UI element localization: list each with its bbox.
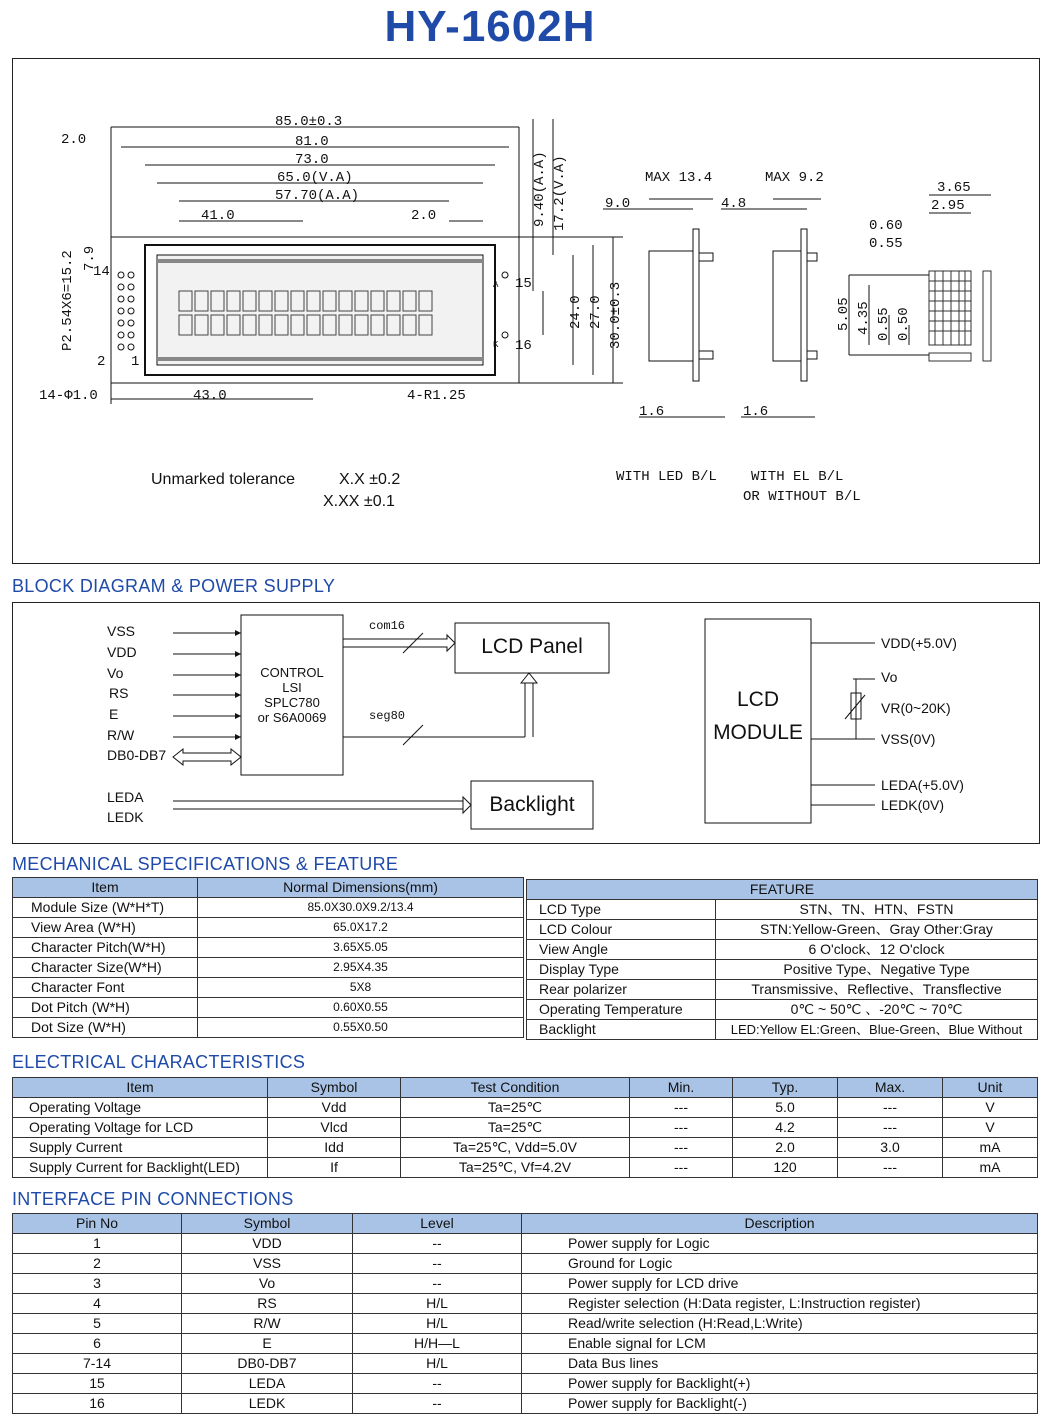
- pin-a-label: A: [493, 280, 499, 290]
- table-row: [527, 960, 1038, 980]
- table-row: [13, 1274, 1038, 1294]
- radius-spec: 4-R1.25: [407, 388, 466, 404]
- table-row: [13, 938, 524, 958]
- pin-15-label: 15: [515, 276, 532, 292]
- com16-label: com16: [369, 619, 406, 633]
- value-cell: 3.65X5.05: [198, 938, 524, 958]
- lcd-module-line-2: MODULE: [713, 721, 803, 744]
- table-row: [13, 1374, 1038, 1394]
- pin-16-label: 16: [515, 338, 532, 354]
- header-typ: Typ.: [733, 1078, 838, 1098]
- led-backlight-note: WITH LED B/L: [616, 469, 717, 485]
- table-row: [527, 920, 1038, 940]
- unit-cell: V: [943, 1098, 1038, 1118]
- level-cell: --: [353, 1274, 522, 1294]
- holes-spec: 14-Φ1.0: [39, 388, 98, 404]
- dim-4-35: 4.35: [856, 301, 872, 335]
- dim-24: 24.0: [568, 295, 584, 329]
- table-row: [527, 1000, 1038, 1020]
- min-cell: ---: [630, 1158, 733, 1178]
- item-cell: Character Size(W*H): [13, 958, 198, 978]
- dim-85: 85.0±0.3: [275, 114, 343, 130]
- level-cell: --: [353, 1234, 522, 1254]
- max-cell: ---: [838, 1098, 943, 1118]
- typ-cell: 5.0: [733, 1098, 838, 1118]
- dot-matrix-grid: [929, 271, 991, 361]
- supply-ledk: LEDK(0V): [881, 797, 945, 813]
- min-cell: ---: [630, 1098, 733, 1118]
- control-line-1: CONTROL: [260, 665, 324, 680]
- table-row: [527, 1020, 1038, 1040]
- header-min: Min.: [630, 1078, 733, 1098]
- dim-2-right: 2.0: [411, 208, 437, 224]
- pin-label-ledk: LEDK: [107, 809, 144, 825]
- feature-value: STN:Yellow-Green、Gray Other:Gray: [716, 920, 1038, 940]
- pin-label-db: DB0-DB7: [107, 747, 167, 763]
- description-cell: Read/write selection (H:Read,L:Write): [522, 1314, 1038, 1334]
- table-row: [13, 1234, 1038, 1254]
- control-line-4: or S6A0069: [257, 710, 327, 725]
- control-line-3: SPLC780: [264, 695, 320, 710]
- feature-table: [526, 879, 1038, 1040]
- feature-name: LCD Type: [527, 900, 716, 920]
- table-row: [13, 1098, 1038, 1118]
- feature-name: View Angle: [527, 940, 716, 960]
- feature-value: LED:Yellow EL:Green、Blue-Green、Blue Without: [716, 1020, 1038, 1040]
- unit-cell: mA: [943, 1158, 1038, 1178]
- item-cell: Dot Size (W*H): [13, 1018, 198, 1038]
- header-condition: Test Condition: [401, 1078, 630, 1098]
- dim-17-2: 17.2(V.A): [552, 155, 568, 231]
- dim-65: 65.0(V.A): [277, 170, 353, 186]
- pin-cell: 4: [13, 1294, 182, 1314]
- dim-5-05: 5.05: [836, 297, 852, 331]
- header-feature: FEATURE: [527, 880, 1038, 900]
- max-cell: 3.0: [838, 1138, 943, 1158]
- tolerance-2: X.XX ±0.1: [323, 493, 395, 510]
- symbol-cell: Vlcd: [268, 1118, 401, 1138]
- table-row: [13, 1334, 1038, 1354]
- condition-cell: Ta=25℃: [401, 1118, 630, 1138]
- value-cell: 5X8: [198, 978, 524, 998]
- table-row: [13, 1354, 1038, 1374]
- table-row: [13, 1294, 1038, 1314]
- pin-cell: 7-14: [13, 1354, 182, 1374]
- symbol-cell: VDD: [182, 1234, 353, 1254]
- feature-name: Rear polarizer: [527, 980, 716, 1000]
- max-9-2: MAX 9.2: [765, 170, 824, 186]
- table-row: [13, 1118, 1038, 1138]
- description-cell: Power supply for Backlight(+): [522, 1374, 1038, 1394]
- supply-vdd: VDD(+5.0V): [881, 635, 957, 651]
- pin-label-e: E: [109, 706, 119, 722]
- pin-label-leda: LEDA: [107, 789, 144, 805]
- symbol-cell: RS: [182, 1294, 353, 1314]
- value-cell: 2.95X4.35: [198, 958, 524, 978]
- item-cell: Character Font: [13, 978, 198, 998]
- lcd-module-label: [705, 683, 811, 749]
- dim-81: 81.0: [295, 134, 329, 150]
- pin-table: [12, 1213, 1038, 1414]
- symbol-cell: VSS: [182, 1254, 353, 1274]
- unit-cell: V: [943, 1118, 1038, 1138]
- pin-cell: 3: [13, 1274, 182, 1294]
- table-header-row: [13, 878, 524, 898]
- condition-cell: Ta=25℃, Vf=4.2V: [401, 1158, 630, 1178]
- max-13-4: MAX 13.4: [645, 170, 713, 186]
- table-header-row: [13, 1214, 1038, 1234]
- dim-0-55-v: 0.55: [876, 307, 892, 341]
- dim-1-6-el: 1.6: [743, 404, 769, 420]
- pin-heading: INTERFACE PIN CONNECTIONS: [12, 1189, 294, 1209]
- lcd-panel-label: LCD Panel: [481, 635, 583, 658]
- level-cell: --: [353, 1394, 522, 1414]
- feature-value: STN、TN、HTN、FSTN: [716, 900, 1038, 920]
- condition-cell: Ta=25℃, Vdd=5.0V: [401, 1138, 630, 1158]
- pin-label-rw: R/W: [107, 727, 135, 743]
- feature-value: 6 O'clock、12 O'clock: [716, 940, 1038, 960]
- dim-73: 73.0: [295, 152, 329, 168]
- dim-14: 14: [93, 264, 110, 280]
- item-cell: Operating Voltage: [13, 1098, 268, 1118]
- feature-name: LCD Colour: [527, 920, 716, 940]
- control-line-2: LSI: [282, 680, 302, 695]
- control-lsi-box: [241, 665, 343, 725]
- dim-0-50: 0.50: [896, 307, 912, 341]
- supply-leda: LEDA(+5.0V): [881, 777, 964, 793]
- feature-name: Backlight: [527, 1020, 716, 1040]
- table-header-row: [527, 880, 1038, 900]
- dim-2-left: 2.0: [61, 132, 87, 148]
- symbol-cell: R/W: [182, 1314, 353, 1334]
- el-backlight-note: WITH EL B/L: [751, 469, 844, 485]
- pin-label-vdd: VDD: [107, 644, 137, 660]
- supply-vo: Vo: [881, 669, 898, 685]
- item-cell: Supply Current for Backlight(LED): [13, 1158, 268, 1178]
- item-cell: Module Size (W*H*T): [13, 898, 198, 918]
- header-dimensions: Normal Dimensions(mm): [198, 878, 524, 898]
- symbol-cell: E: [182, 1334, 353, 1354]
- page-title: HY-1602H: [384, 2, 596, 51]
- feature-value: 0℃ ~ 50℃ 、-20℃ ~ 70℃: [716, 1000, 1038, 1020]
- symbol-cell: Idd: [268, 1138, 401, 1158]
- dim-41: 41.0: [201, 208, 235, 224]
- dim-0-55: 0.55: [869, 236, 903, 252]
- table-row: [13, 918, 524, 938]
- symbol-cell: Vdd: [268, 1098, 401, 1118]
- seg80-label: seg80: [369, 709, 406, 723]
- description-cell: Data Bus lines: [522, 1354, 1038, 1374]
- symbol-cell: DB0-DB7: [182, 1354, 353, 1374]
- pin-cell: 15: [13, 1374, 182, 1394]
- table-row: [527, 900, 1038, 920]
- feature-name: Display Type: [527, 960, 716, 980]
- dim-0-60: 0.60: [869, 218, 903, 234]
- block-diagram-frame: [12, 602, 1040, 844]
- pin-label-vo: Vo: [107, 665, 124, 681]
- pin-cell: 2: [13, 1254, 182, 1274]
- unit-cell: mA: [943, 1138, 1038, 1158]
- feature-value: Positive Type、Negative Type: [716, 960, 1038, 980]
- min-cell: ---: [630, 1118, 733, 1138]
- level-cell: H/L: [353, 1294, 522, 1314]
- typ-cell: 120: [733, 1158, 838, 1178]
- table-header-row: [13, 1078, 1038, 1098]
- dim-4-8: 4.8: [721, 196, 747, 212]
- table-row: [13, 1314, 1038, 1334]
- description-cell: Power supply for Backlight(-): [522, 1394, 1038, 1414]
- table-row: [527, 940, 1038, 960]
- table-row: [527, 980, 1038, 1000]
- symbol-cell: If: [268, 1158, 401, 1178]
- dim-7-9: 7.9: [82, 245, 98, 271]
- item-cell: Dot Pitch (W*H): [13, 998, 198, 1018]
- pin-1-label: 1: [131, 354, 140, 370]
- level-cell: H/L: [353, 1314, 522, 1334]
- electrical-table: [12, 1077, 1038, 1178]
- dim-27: 27.0: [588, 295, 604, 329]
- header-max: Max.: [838, 1078, 943, 1098]
- description-cell: Ground for Logic: [522, 1254, 1038, 1274]
- symbol-cell: Vo: [182, 1274, 353, 1294]
- item-cell: Supply Current: [13, 1138, 268, 1158]
- level-cell: --: [353, 1254, 522, 1274]
- header-unit: Unit: [943, 1078, 1038, 1098]
- pin-cell: 6: [13, 1334, 182, 1354]
- drawing-frame: [12, 58, 1040, 564]
- symbol-cell: LEDA: [182, 1374, 353, 1394]
- table-row: [13, 978, 524, 998]
- table-row: [13, 1018, 524, 1038]
- min-cell: ---: [630, 1138, 733, 1158]
- table-row: [13, 1254, 1038, 1274]
- value-cell: 85.0X30.0X9.2/13.4: [198, 898, 524, 918]
- pin-label-vss: VSS: [107, 623, 136, 639]
- backlight-label: Backlight: [489, 793, 575, 816]
- item-cell: Operating Voltage for LCD: [13, 1118, 268, 1138]
- dim-43: 43.0: [193, 388, 227, 404]
- header-level: Level: [353, 1214, 522, 1234]
- no-backlight-note: OR WITHOUT B/L: [743, 489, 861, 505]
- value-cell: 65.0X17.2: [198, 918, 524, 938]
- typ-cell: 4.2: [733, 1118, 838, 1138]
- value-cell: 0.60X0.55: [198, 998, 524, 1018]
- feature-name: Operating Temperature: [527, 1000, 716, 1020]
- table-row: [13, 898, 524, 918]
- value-cell: 0.55X0.50: [198, 1018, 524, 1038]
- dim-30: 30.0±0.3: [608, 281, 624, 349]
- table-row: [13, 998, 524, 1018]
- level-cell: H/H—L: [353, 1334, 522, 1354]
- dim-1-6-led: 1.6: [639, 404, 665, 420]
- dim-pitch: P2.54X6=15.2: [60, 250, 76, 351]
- description-cell: Register selection (H:Data register, L:Instruction register): [522, 1294, 1038, 1314]
- pin-cell: 1: [13, 1234, 182, 1254]
- pin-label-rs: RS: [109, 685, 129, 701]
- supply-vr: VR(0~20K): [881, 700, 951, 716]
- level-cell: --: [353, 1374, 522, 1394]
- feature-value: Transmissive、Reflective、Transflective: [716, 980, 1038, 1000]
- header-description: Description: [522, 1214, 1038, 1234]
- dim-9-40: 9.40(A.A): [532, 151, 548, 227]
- pin-k-label: K: [493, 340, 499, 350]
- electrical-heading: ELECTRICAL CHARACTERISTICS: [12, 1052, 306, 1072]
- supply-vss: VSS(0V): [881, 731, 936, 747]
- description-cell: Power supply for Logic: [522, 1234, 1038, 1254]
- table-row: [13, 1394, 1038, 1414]
- description-cell: Enable signal for LCM: [522, 1334, 1038, 1354]
- pin-cell: 5: [13, 1314, 182, 1334]
- table-row: [13, 1138, 1038, 1158]
- level-cell: H/L: [353, 1354, 522, 1374]
- mechanical-heading: MECHANICAL SPECIFICATIONS & FEATURE: [12, 854, 399, 874]
- dim-9-0: 9.0: [605, 196, 631, 212]
- tolerance-label: Unmarked tolerance: [151, 471, 296, 488]
- dim-3-65: 3.65: [937, 180, 971, 196]
- table-row: [13, 958, 524, 978]
- block-diagram-heading: BLOCK DIAGRAM & POWER SUPPLY: [12, 576, 336, 596]
- tolerance-1: X.X ±0.2: [339, 471, 401, 488]
- header-symbol: Symbol: [268, 1078, 401, 1098]
- max-cell: ---: [838, 1118, 943, 1138]
- mechanical-table: [12, 877, 524, 1038]
- header-item: Item: [13, 878, 198, 898]
- header-symbol: Symbol: [182, 1214, 353, 1234]
- item-cell: View Area (W*H): [13, 918, 198, 938]
- header-item: Item: [13, 1078, 268, 1098]
- item-cell: Character Pitch(W*H): [13, 938, 198, 958]
- description-cell: Power supply for LCD drive: [522, 1274, 1038, 1294]
- lcd-module-line-1: LCD: [736, 688, 779, 711]
- condition-cell: Ta=25℃: [401, 1098, 630, 1118]
- typ-cell: 2.0: [733, 1138, 838, 1158]
- pin-2-label: 2: [97, 354, 106, 370]
- symbol-cell: LEDK: [182, 1394, 353, 1414]
- table-row: [13, 1158, 1038, 1178]
- header-pin: Pin No: [13, 1214, 182, 1234]
- dim-5770: 57.70(A.A): [275, 188, 360, 204]
- dim-2-95: 2.95: [931, 198, 965, 214]
- pin-cell: 16: [13, 1394, 182, 1414]
- max-cell: ---: [838, 1158, 943, 1178]
